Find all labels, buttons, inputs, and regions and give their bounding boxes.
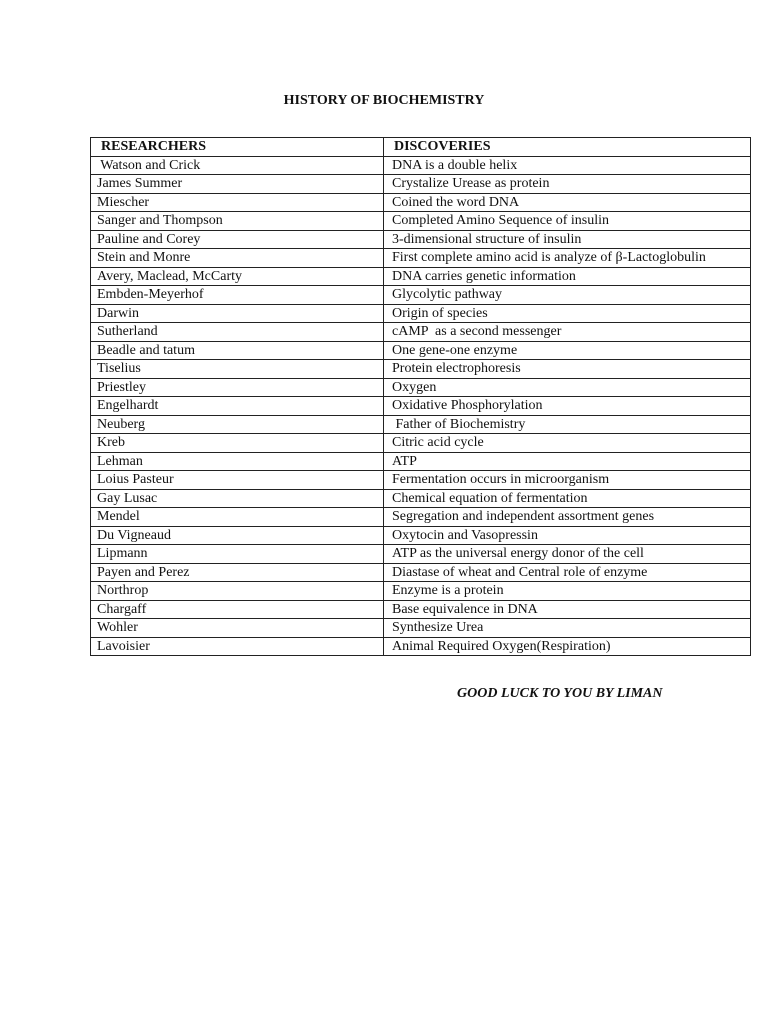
researcher-cell: Beadle and tatum	[91, 341, 384, 360]
table-row	[91, 378, 751, 397]
table-row	[91, 397, 751, 416]
table-row	[91, 637, 751, 656]
document-title	[0, 93, 768, 109]
discovery-cell: One gene-one enzyme	[384, 341, 751, 360]
table-row	[91, 304, 751, 323]
table-row	[91, 286, 751, 305]
researcher-cell: Northrop	[91, 582, 384, 601]
discovery-cell: Segregation and independent assortment genes	[384, 508, 751, 527]
researcher-cell: Neuberg	[91, 415, 384, 434]
researcher-cell: Miescher	[91, 193, 384, 212]
researcher-cell: Gay Lusac	[91, 489, 384, 508]
researcher-cell: Sutherland	[91, 323, 384, 342]
table-body	[91, 156, 751, 656]
researcher-cell: Loius Pasteur	[91, 471, 384, 490]
discovery-cell: Citric acid cycle	[384, 434, 751, 453]
researcher-cell: Darwin	[91, 304, 384, 323]
discovery-cell: Enzyme is a protein	[384, 582, 751, 601]
discovery-cell: cAMP as a second messenger	[384, 323, 751, 342]
researcher-cell: Stein and Monre	[91, 249, 384, 268]
table-row	[91, 619, 751, 638]
table-row	[91, 230, 751, 249]
discovery-cell: Oxytocin and Vasopressin	[384, 526, 751, 545]
discovery-cell: Father of Biochemistry	[384, 415, 751, 434]
discovery-cell: First complete amino acid is analyze of β-Lactoglobulin	[384, 249, 751, 268]
discovery-cell: Chemical equation of fermentation	[384, 489, 751, 508]
table-row	[91, 545, 751, 564]
table-row	[91, 212, 751, 231]
table-row	[91, 323, 751, 342]
table-row	[91, 471, 751, 490]
table-row	[91, 600, 751, 619]
table-row	[91, 415, 751, 434]
table-row	[91, 267, 751, 286]
table-row	[91, 582, 751, 601]
discovery-cell: ATP	[384, 452, 751, 471]
discovery-cell: DNA is a double helix	[384, 156, 751, 175]
researcher-cell: Priestley	[91, 378, 384, 397]
table-row	[91, 193, 751, 212]
table-row	[91, 434, 751, 453]
researcher-cell: Chargaff	[91, 600, 384, 619]
biochemistry-history-table	[90, 137, 751, 656]
table-row	[91, 156, 751, 175]
discovery-cell: Coined the word DNA	[384, 193, 751, 212]
table-row	[91, 249, 751, 268]
table-row	[91, 452, 751, 471]
discovery-cell: Oxygen	[384, 378, 751, 397]
table-row	[91, 489, 751, 508]
footer-signature: GOOD LUCK TO YOU BY LIMAN	[457, 686, 663, 701]
table-header	[91, 138, 751, 157]
researcher-cell: Kreb	[91, 434, 384, 453]
researcher-cell: Sanger and Thompson	[91, 212, 384, 231]
table-header-row	[91, 138, 751, 157]
discovery-cell: Completed Amino Sequence of insulin	[384, 212, 751, 231]
discovery-cell: Oxidative Phosphorylation	[384, 397, 751, 416]
discovery-cell: Glycolytic pathway	[384, 286, 751, 305]
researcher-cell: Watson and Crick	[91, 156, 384, 175]
researcher-cell: Pauline and Corey	[91, 230, 384, 249]
researcher-cell: Avery, Maclead, McCarty	[91, 267, 384, 286]
discoveries-column-header: DISCOVERIES	[384, 138, 751, 157]
researcher-cell: Tiselius	[91, 360, 384, 379]
discovery-cell: 3-dimensional structure of insulin	[384, 230, 751, 249]
researcher-cell: Embden-Meyerhof	[91, 286, 384, 305]
researcher-cell: Du Vigneaud	[91, 526, 384, 545]
table-row	[91, 508, 751, 527]
discovery-cell: DNA carries genetic information	[384, 267, 751, 286]
discovery-cell: Protein electrophoresis	[384, 360, 751, 379]
discovery-cell: Base equivalence in DNA	[384, 600, 751, 619]
discovery-cell: Origin of species	[384, 304, 751, 323]
discovery-cell: Crystalize Urease as protein	[384, 175, 751, 194]
discovery-cell: Fermentation occurs in microorganism	[384, 471, 751, 490]
researcher-cell: Engelhardt	[91, 397, 384, 416]
discovery-cell: Animal Required Oxygen(Respiration)	[384, 637, 751, 656]
discovery-cell: Diastase of wheat and Central role of enzyme	[384, 563, 751, 582]
researcher-cell: James Summer	[91, 175, 384, 194]
researcher-cell: Lipmann	[91, 545, 384, 564]
discovery-cell: Synthesize Urea	[384, 619, 751, 638]
table-row	[91, 360, 751, 379]
document-title-text: HISTORY OF BIOCHEMISTRY	[283, 93, 485, 108]
researcher-cell: Wohler	[91, 619, 384, 638]
researcher-cell: Payen and Perez	[91, 563, 384, 582]
researcher-cell: Lehman	[91, 452, 384, 471]
table-row	[91, 526, 751, 545]
researchers-column-header: RESEARCHERS	[91, 138, 384, 157]
researcher-cell: Mendel	[91, 508, 384, 527]
discovery-cell: ATP as the universal energy donor of the cell	[384, 545, 751, 564]
researcher-cell: Lavoisier	[91, 637, 384, 656]
table-row	[91, 175, 751, 194]
table-row	[91, 341, 751, 360]
table-row	[91, 563, 751, 582]
